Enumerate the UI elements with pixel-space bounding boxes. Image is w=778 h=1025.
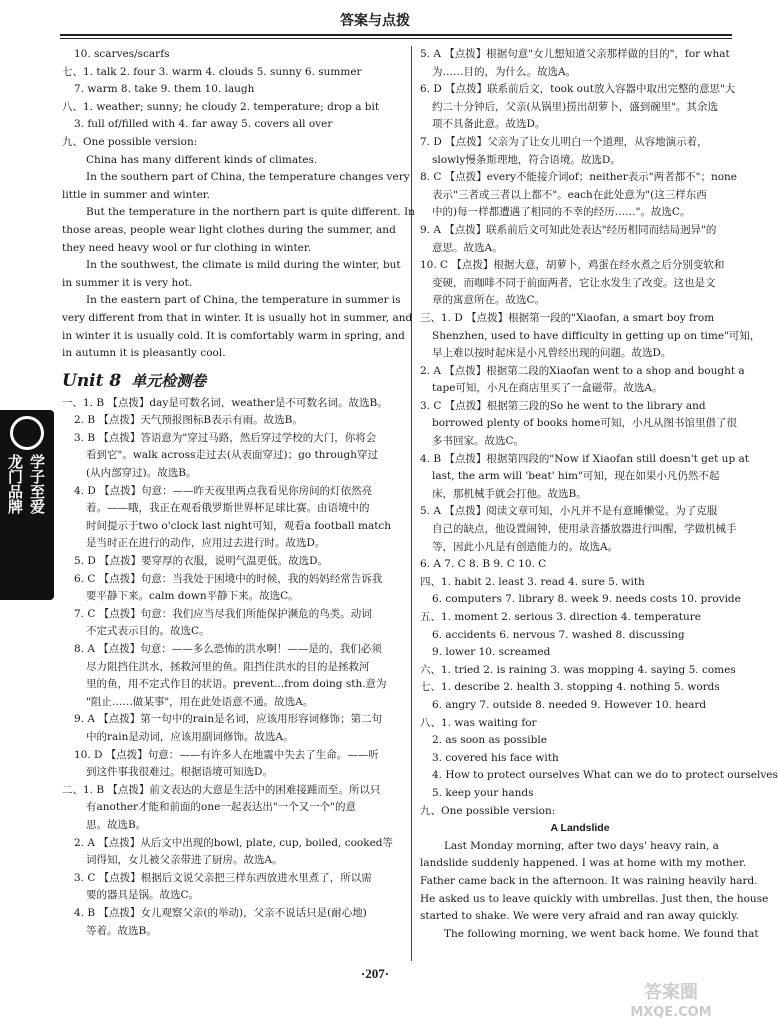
text-line: 时间提示于two o'clock last night可知，观看a football match: [86, 519, 392, 532]
text-line: 有another才能和前面的one一起表达出"一个又一个"的意: [86, 801, 357, 814]
page-number: ·207·: [360, 966, 390, 981]
text-line: 一、1. B 【点拨】day是可数名词，weather是不可数名词。故选B。: [62, 396, 388, 409]
text-line: in summer it is very hot.: [62, 276, 193, 289]
text-line: 八、1. weather; sunny; he cloudy 2. temperature; drop a bit: [62, 100, 380, 113]
text-line: 6. angry 7. outside 8. needed 9. However 10. heard: [432, 698, 707, 711]
watermark-text1: 答案圈: [644, 982, 698, 1003]
text-line: 6. D 【点拨】联系前后文，took out放入容器中取出完整的意思"大: [420, 83, 736, 96]
text-line: 10. C 【点拨】根据大意，胡萝卜，鸡蛋在经水煮之后分别变软和: [420, 259, 725, 272]
text-line: 是当时正在进行的动作，应用过去进行时。故选D。: [86, 537, 326, 550]
left-top-answers: [62, 46, 415, 363]
text-line: 约二十分钟后，父亲(从锅里)捞出胡萝卜，盛到碗里"。其余选: [432, 100, 719, 113]
text-line: 6. A 7. C 8. B 9. C 10. C: [420, 558, 547, 571]
text-line: 等着。故选B。: [86, 924, 157, 937]
text-line: 章的寓意所在。故选C。: [432, 294, 546, 307]
text-line: 4. B 【点拨】女儿观察父亲(的举动)，父亲不说话只是(耐心地): [74, 906, 367, 919]
header-rule: [60, 34, 732, 36]
text-line: He asked us to leave quickly with umbrellas. Just then, the house: [420, 892, 769, 905]
text-line: 床，那机械手就会打他。故选B。: [432, 487, 587, 500]
text-line: 5. D 【点拨】要穿厚的衣服，说明气温更低。故选D。: [74, 555, 329, 568]
text-line: Shenzhen, used to have difficulty in getting up on time"可知，: [432, 329, 761, 342]
essay-title: A Landslide: [550, 822, 610, 835]
text-line: borrowed plenty of books home可知，小凡从图书馆里借了很: [432, 417, 737, 430]
text-line: they need heavy wool or fur clothing in winter.: [62, 241, 312, 254]
text-line: 尽力阻挡住洪水，拯救河里的鱼。阻挡住洪水的目的是拯救河: [86, 660, 370, 673]
text-line: started to shake. We were very afraid and ran away quickly.: [420, 910, 740, 923]
text-line: 词得知，女儿被父亲带进了厨房。故选A。: [86, 854, 283, 867]
text-line: 9. lower 10. screamed: [432, 646, 551, 659]
text-line: 看到它"。walk across走过去(从表面穿过)；go through穿过: [86, 449, 379, 462]
text-line: 5. A 【点拨】阅读文章可知，小凡并不是有意睡懒觉。为了克服: [420, 505, 718, 518]
text-line: "阻止……做某事"，用在此处语意不通。故选A。: [86, 695, 314, 708]
text-line: Father came back in the afternoon. It was raining heavily hard.: [420, 874, 758, 887]
header-rule-thin: [60, 38, 732, 39]
side-brand-tab: [0, 410, 54, 600]
text-line: But the temperature in the northern part is quite different. In: [86, 206, 415, 219]
text-line: 3. C 【点拨】根据第三段的So he went to the library and: [420, 399, 706, 412]
text-line: 变硬，而咖啡不同于前面两者，它让水发生了改变。这也是文: [432, 276, 716, 289]
text-line: very different from that in winter. It is usually hot in summer, and: [62, 311, 413, 324]
text-line: China has many different kinds of climates.: [86, 153, 318, 166]
text-line: Last Monday morning, after two days' heavy rain, a: [444, 839, 719, 852]
text-line: 为……目的，为什么。故选A。: [432, 65, 577, 78]
text-line: 项不具备此意。故选D。: [432, 118, 546, 131]
text-line: 自己的缺点，他设置闹钟，使用录音播放器进行叫醒，学做机械手: [432, 523, 737, 536]
text-line: 3. B 【点拨】答语意为"穿过马路，然后穿过学校的大门，你将会: [74, 431, 377, 444]
text-line: 8. A 【点拨】句意：——多么恐怖的洪水啊！——是的，我们必须: [74, 643, 382, 655]
text-line: 四、1. habit 2. least 3. read 4. sure 5. with: [420, 575, 645, 588]
text-line: little in summer and winter.: [62, 188, 210, 201]
text-line: 3. full of/filled with 4. far away 5. covers all over: [74, 118, 333, 131]
text-line: 8. C 【点拨】every不能接介词of；neither表示"两者都不"；none: [420, 171, 738, 184]
side-tab-line1: 龙门品牌: [6, 454, 24, 514]
text-line: In the eastern part of China, the temperature in summer is: [86, 294, 401, 307]
text-line: 2. B 【点拨】天气预报图标B表示有雨。故选B。: [74, 414, 303, 427]
text-line: 到这件事我很难过。根据语境可知选D。: [86, 766, 273, 779]
text-line: 不定式表示目的。故选C。: [86, 625, 210, 638]
page-header: [0, 0, 750, 40]
text-line: 3. covered his face with: [432, 751, 559, 764]
text-line: 表示"三者或三者以上都不"。each在此处意为"(这三样东西: [432, 188, 707, 201]
text-line: 10. scarves/scarfs: [74, 48, 170, 60]
side-tab-line2: 学子至爱: [28, 454, 46, 514]
unit-heading: [62, 367, 402, 395]
essay-body: [420, 838, 769, 944]
text-line: 多书回家。故选C。: [432, 435, 525, 448]
text-line: 9. A 【点拨】联系前后文可知此处表达"经历相同而结局迥异"的: [420, 223, 717, 236]
unit-subtitle: 单元检测卷: [131, 371, 207, 390]
text-line: In the southern part of China, the temperature changes very: [86, 171, 410, 184]
text-line: 早上难以按时起床是小凡曾经出现的问题。故选D。: [432, 347, 672, 360]
text-line: 4. B 【点拨】根据第四段的"Now if Xiaofan still doesn't get up at: [420, 452, 749, 465]
text-line: 6. accidents 6. nervous 7. washed 8. discussing: [432, 628, 685, 641]
text-line: 思。故选B。: [86, 818, 147, 831]
text-line: 6. C 【点拨】句意：当我处于困境中的时候，我的妈妈经常告诉我: [74, 572, 383, 585]
left-bottom-answers: [62, 395, 402, 940]
text-line: in winter it is usually cold. It is comfortably warm in spring, and: [62, 329, 405, 342]
text-line: 九、One possible version:: [62, 135, 198, 148]
text-line: 五、1. moment 2. serious 3. direction 4. temperature: [420, 611, 701, 623]
text-line: 2. as soon as possible: [432, 734, 547, 747]
text-line: 4. How to protect ourselves What can we do to protect ourselves: [432, 769, 778, 782]
text-line: 6. computers 7. library 8. week 9. needs costs 10. provide: [432, 593, 741, 606]
brand-circle-icon: [10, 416, 44, 450]
text-line: 中的rain是动词，应该用副词修饰。故选A。: [86, 730, 294, 743]
watermark-logo: [606, 978, 736, 1020]
right-answers: [420, 46, 778, 820]
text-line: 三、1. D 【点拨】根据第一段的"Xiaofan, a smart boy from: [420, 311, 715, 324]
text-line: 中的)每一样都遭遇了相同的不幸的经历……"。故选C。: [432, 206, 691, 219]
text-line: 7. D 【点拨】父亲为了让女儿明白一个道理，从容地演示着，: [420, 135, 708, 148]
text-line: 里的鱼，用不定式作目的状语。prevent...from doing sth.意为: [86, 678, 387, 691]
text-line: 10. D 【点拨】句意：——有许多人在地震中失去了生命。——听: [74, 748, 379, 761]
text-line: 要平静下来。calm down平静下来。故选C。: [86, 590, 299, 603]
text-line: 六、1. tried 2. is raining 3. was mopping 4. saying 5. comes: [420, 663, 736, 676]
text-line: 5. A 【点拨】根据句意"女儿想知道父亲那样做的目的"，for what: [420, 48, 730, 60]
right-column: [420, 46, 778, 943]
text-line: 等，因此小凡是有创造能力的。故选A。: [432, 540, 619, 553]
text-line: 七、1. talk 2. four 3. warm 4. clouds 5. sunny 6. summer: [62, 65, 362, 78]
text-line: 着。——哦，我正在观看俄罗斯世界杯足球比赛。由语境中的: [86, 502, 370, 515]
text-line: 要的器具是锅。故选C。: [86, 889, 200, 902]
text-line: 意思。故选A。: [432, 241, 503, 254]
unit-title: Unit 8: [62, 370, 122, 391]
text-line: 5. keep your hands: [432, 786, 534, 799]
text-line: 2. A 【点拨】从后文中出现的bowl, plate, cup, boiled, cooked等: [74, 836, 394, 849]
text-line: In the southwest, the climate is mild during the winter, but: [86, 259, 401, 272]
text-line: slowly慢条斯理地，符合语境。故选D。: [432, 153, 621, 166]
text-line: 7. C 【点拨】句意：我们应当尽我们所能保护濒危的鸟类。动词: [74, 607, 372, 620]
text-line: landslide suddenly happened. I was at home with my mother.: [420, 857, 747, 870]
header-title: 答案与点拨: [340, 13, 410, 29]
text-line: 九、One possible version:: [420, 804, 556, 817]
left-column: [62, 46, 415, 940]
text-line: 二、1. B 【点拨】前文表达的大意是生活中的困难接踵而至。所以只: [62, 783, 381, 796]
text-line: in autumn it is pleasantly cool.: [62, 347, 226, 360]
text-line: 2. A 【点拨】根据第二段的Xiaofan went to a shop and bought a: [420, 364, 745, 377]
text-line: those areas, people wear light clothes during the summer, and: [62, 223, 396, 236]
text-line: 七、1. describe 2. health 3. stopping 4. nothing 5. words: [420, 681, 720, 694]
text-line: The following morning, we went back home. We found that: [444, 927, 759, 940]
column-divider: [411, 46, 412, 961]
watermark-text2: MXQE.COM: [630, 1005, 712, 1020]
text-line: 八、1. was waiting for: [420, 716, 537, 729]
text-line: 3. C 【点拨】根据后文说父亲把三样东西放进水里煮了，所以需: [74, 871, 372, 884]
text-line: 7. warm 8. take 9. them 10. laugh: [74, 83, 255, 96]
text-line: (从内部穿过)。故选B。: [86, 467, 197, 480]
text-line: 9. A 【点拨】第一句中的rain是名词，应该用形容词修饰；第二句: [74, 713, 383, 726]
text-line: 4. D 【点拨】句意：——昨天夜里两点我看见你房间的灯依然亮: [74, 484, 373, 497]
text-line: tape可知，小凡在商店里买了一盒磁带。故选A。: [432, 382, 663, 395]
text-line: last, the arm will 'beat' him"可知，现在如果小凡仍然不起: [432, 470, 720, 483]
